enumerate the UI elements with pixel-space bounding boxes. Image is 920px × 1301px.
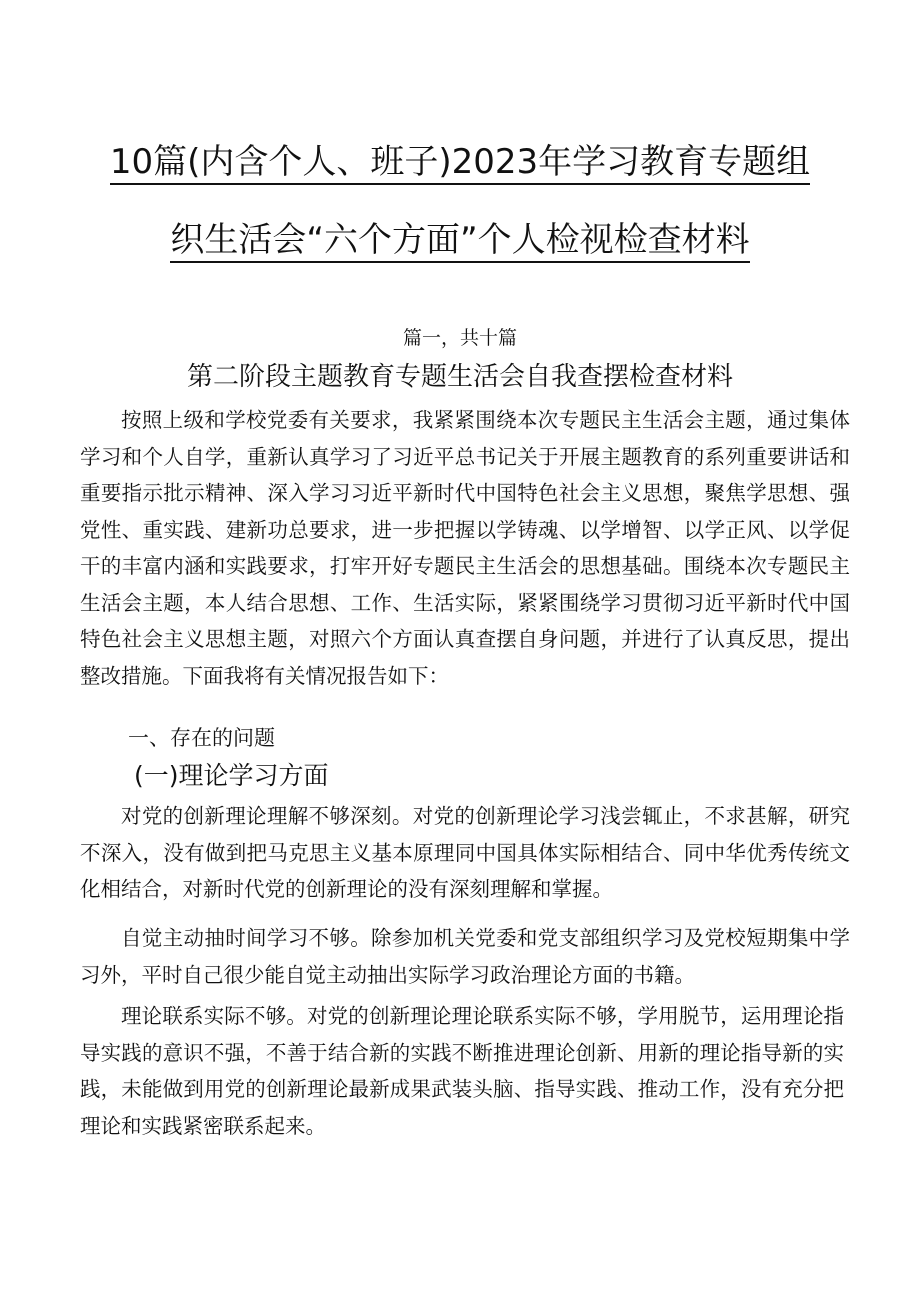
paragraph-theory-practice: 理论联系实际不够。对党的创新理论理论联系实际不够，学用脱节，运用理论指导实践的意识不强，不善于结合新的实践不断推进理论创新、用新的理论指导新的实践，未能做到用党的创新理论最新成果武装头脑、指导实践、推动工作，没有充分把理论和实践紧密联系起来。 <box>80 1004 844 1138</box>
main-title-line-1 <box>0 142 920 182</box>
main-title-line-1-text: 10篇(内含个人、班子)2023年学习教育专题组 <box>110 142 810 185</box>
paragraph-self-study: 自觉主动抽时间学习不够。除参加机关党委和党支部组织学习及党校短期集中学习外，平时自己很少能自觉主动抽出实际学习政治理论方面的书籍。 <box>80 926 850 987</box>
main-title-line-2 <box>0 220 920 260</box>
subsection-heading: (一)理论学习方面 <box>134 761 329 790</box>
intro-paragraph: 按照上级和学校党委有关要求，我紧紧围绕本次专题民主生活会主题，通过集体学习和个人自学，重新认真学习了习近平总书记关于开展主题教育的系列重要讲话和重要指示批示精神、深入学习习近平新时代中国特色社会主义思想，聚焦学思想、强党性、重实践、建新功总要求，进一步把握以学铸魂、以学增智、以学正风、以学促干的丰富内涵和实践要求，打牢开好专题民主生活会的思想基础。围绕本次专题民主生活会主题，本人结合思想、工作、生活实际，紧紧围绕学习贯彻习近平新时代中国特色社会主义思想主题，对照六个方面认真查摆自身问题，并进行了认真反思，提出整改措施。下面我将有关情况报告如下： <box>80 408 850 688</box>
paragraph-theory-understanding: 对党的创新理论理解不够深刻。对党的创新理论学习浅尝辄止，不求甚解，研究不深入，没有做到把马克思主义基本原理同中国具体实际相结合、同中华优秀传统文化相结合，对新时代党的创新理论的没有深刻理解和掌握。 <box>80 804 850 901</box>
part-label: 篇一，共十篇 <box>402 327 517 349</box>
section-heading: 一、存在的问题 <box>128 726 275 750</box>
main-title-line-2-text: 织生活会“六个方面”个人检视检查材料 <box>170 220 749 263</box>
subtitle: 第二阶段主题教育专题生活会自我查摆检查材料 <box>186 362 733 392</box>
